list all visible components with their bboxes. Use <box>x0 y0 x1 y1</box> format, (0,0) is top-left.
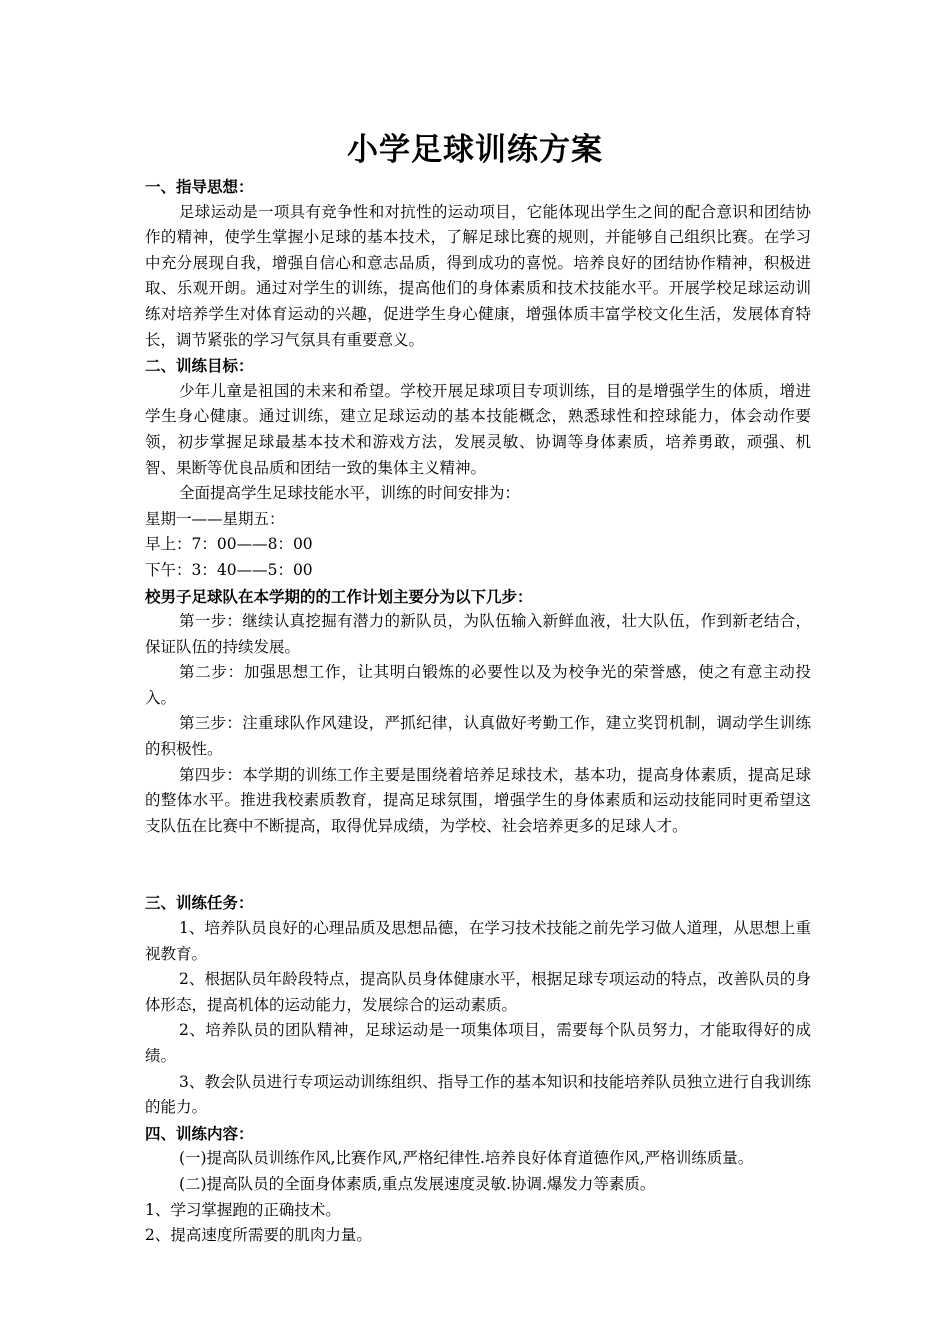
section1-heading: 一、指导思想： <box>145 177 254 196</box>
section4-heading: 四、训练内容： <box>145 1123 254 1143</box>
section3-item: 2、根据队员年龄段特点，提高队员身体健康水平，根据足球专项运动的特点，改善队员的身体形态，提高机体的运动能力，发展综合的运动素质。 <box>145 970 811 1014</box>
section3-heading: 三、训练任务： <box>145 893 254 913</box>
section2-heading: 二、训练目标： <box>145 356 254 376</box>
document-title: 小学足球训练方案 <box>347 132 603 168</box>
schedule-line: 星期一——星期五： <box>145 509 285 528</box>
schedule-line: 下午：3：40——5：00 <box>145 560 313 579</box>
section3-item: 2、培养队员的团队精神，足球运动是一项集体项目，需要每个队员努力，才能取得好的成绩。 <box>145 1021 811 1065</box>
plan-heading: 校男子足球队在本学期的的工作计划主要分为以下几步： <box>145 586 533 606</box>
schedule-line: 早上：7：00——8：00 <box>145 535 313 554</box>
section4-subitem: 2、提高速度所需要的肌肉力量。 <box>145 1226 372 1245</box>
blank-spacer <box>145 839 811 890</box>
section3-item: 3、教会队员进行专项运动训练组织、指导工作的基本知识和技能培养队员独立进行自我训练的能力。 <box>145 1072 811 1117</box>
schedule-intro: 全面提高学生足球技能水平，训练的时间安排为： <box>179 484 521 503</box>
document-body <box>145 174 811 1249</box>
section4-item: (一)提高队员训练作风,比赛作风,严格纪律性.培养良好体育道德作风,严格训练质量。 <box>179 1149 754 1168</box>
section3-item: 1、培养队员良好的心理品质及思想品德，在学习技术技能之前先学习做人道理，从思想上重视教育。 <box>145 919 811 963</box>
plan-step: 第一步：继续认真挖掘有潜力的新队员，为队伍输入新鲜血液，壮大队伍，作到新老结合，保证队伍的持续发展。 <box>145 612 811 656</box>
plan-step: 第四步：本学期的训练工作主要是围绕着培养足球技术，基本功，提高身体素质，提高足球的整体水平。推进我校素质教育，提高足球氛围，增强学生的身体素质和运动技能同时更希望这支队伍在比赛中不断提高，取得优异成绩，为学校、社会培养更多的足球人才。 <box>145 765 811 835</box>
section2-paragraph: 少年儿童是祖国的未来和希望。学校开展足球项目专项训练，目的是增强学生的体质，增进学生身心健康。通过训练，建立足球运动的基本技能概念，熟悉球性和控球能力，体会动作要领，初步掌握足球最基本技术和游戏方法，发展灵敏、协调等身体素质，培养勇敢，顽强、机智、果断等优良品质和团结一致的集体主义精神。 <box>145 381 811 477</box>
section4-item: (二)提高队员的全面身体素质,重点发展速度灵敏.协调.爆发力等素质。 <box>179 1174 656 1193</box>
plan-step: 第二步：加强思想工作，让其明白锻炼的必要性以及为校争光的荣誉感，使之有意主动投入。 <box>145 663 811 707</box>
section4-subitem: 1、学习掌握跑的正确技术。 <box>145 1200 341 1219</box>
plan-step: 第三步：注重球队作风建设，严抓纪律，认真做好考勤工作，建立奖罚机制，调动学生训练的积极性。 <box>145 714 811 759</box>
section1-paragraph: 足球运动是一项具有竞争性和对抗性的运动项目，它能体现出学生之间的配合意识和团结协作的精神，使学生掌握小足球的基本技术，了解足球比赛的规则，并能够自己组织比赛。在学习中充分展现自我，增强自信心和意志品质，得到成功的喜悦。培养良好的团结协作精神，积极进取、乐观开朗。通过对学生的训练，提高他们的身体素质和技术技能水平。开展学校足球运动训练对培养学生对体育运动的兴趣，促进学生身心健康，增强体质丰富学校文化生活，发展体育特长，调节紧张的学习气氛具有重要意义。 <box>145 202 811 349</box>
